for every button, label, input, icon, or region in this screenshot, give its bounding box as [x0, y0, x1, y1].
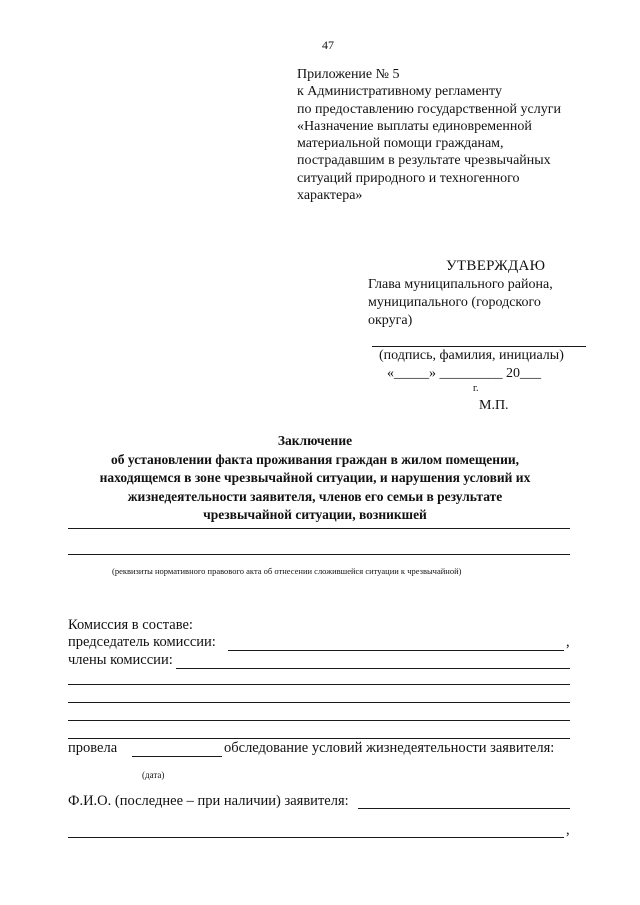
- appendix-line: «Назначение выплаты единовременной: [297, 118, 532, 134]
- commission-heading: Комиссия в составе:: [68, 617, 193, 633]
- year-suffix: г.: [473, 383, 479, 394]
- appendix-line: по предоставлению государственной услуги: [297, 101, 561, 117]
- applicant-name-field-line[interactable]: [68, 837, 564, 838]
- page-number: 47: [322, 38, 334, 52]
- title-line: чрезвычайной ситуации, возникшей: [203, 507, 427, 522]
- comma: ,: [566, 634, 570, 650]
- inspection-date-field[interactable]: [132, 756, 222, 757]
- members-field[interactable]: [176, 668, 570, 669]
- approval-position: [368, 276, 553, 330]
- appendix-line: ситуаций природного и техногенного: [297, 170, 520, 186]
- inspection-suffix: обследование условий жизнедеятельности заявителя:: [224, 740, 555, 756]
- chairman-field[interactable]: [228, 650, 564, 651]
- appendix-header: [297, 66, 617, 204]
- members-field-line[interactable]: [68, 684, 570, 685]
- title-line: жизнедеятельности заявителя, членов его семьи в результате: [127, 488, 503, 504]
- chairman-label: председатель комиссии:: [68, 634, 216, 650]
- title-line: находящемся в зоне чрезвычайной ситуации, и нарушения условий их: [99, 470, 531, 485]
- approval-date-field[interactable]: «_____» _________ 20___: [387, 366, 541, 381]
- title-line: Заключение: [277, 433, 353, 448]
- members-field-line[interactable]: [68, 720, 570, 721]
- requisites-caption: (реквизиты нормативного правового акта об отнесении сложившейся ситуации к чрезвычайной): [112, 566, 462, 576]
- inspection-prefix: провела: [68, 740, 118, 756]
- signature-caption: (подпись, фамилия, инициалы): [379, 348, 564, 363]
- applicant-label: Ф.И.О. (последнее – при наличии) заявителя:: [68, 793, 349, 809]
- comma: ,: [566, 822, 570, 838]
- title-line: об установлении факта проживания граждан в жилом помещении,: [111, 451, 519, 467]
- appendix-line: к Административному регламенту: [297, 84, 502, 100]
- members-field-line[interactable]: [68, 738, 570, 739]
- appendix-line: характера»: [297, 188, 363, 204]
- members-field-line[interactable]: [68, 702, 570, 703]
- document-title: [60, 432, 570, 525]
- approval-line: Глава муниципального района,: [368, 277, 553, 292]
- emergency-fill-line[interactable]: [68, 528, 570, 529]
- stamp-place: М.П.: [479, 398, 509, 413]
- approval-line: муниципального (городского: [368, 295, 541, 310]
- members-label: члены комиссии:: [68, 652, 173, 668]
- applicant-name-field[interactable]: [358, 808, 570, 809]
- approval-line: округа): [368, 313, 413, 328]
- appendix-line: материальной помощи гражданам,: [297, 136, 504, 152]
- approval-title: УТВЕРЖДАЮ: [446, 258, 546, 274]
- appendix-line: Приложение № 5: [297, 67, 400, 82]
- requisites-fill-line[interactable]: [68, 554, 570, 555]
- date-caption: (дата): [142, 770, 165, 780]
- signature-line[interactable]: [372, 346, 586, 347]
- appendix-line: пострадавшим в результате чрезвычайных: [297, 153, 551, 169]
